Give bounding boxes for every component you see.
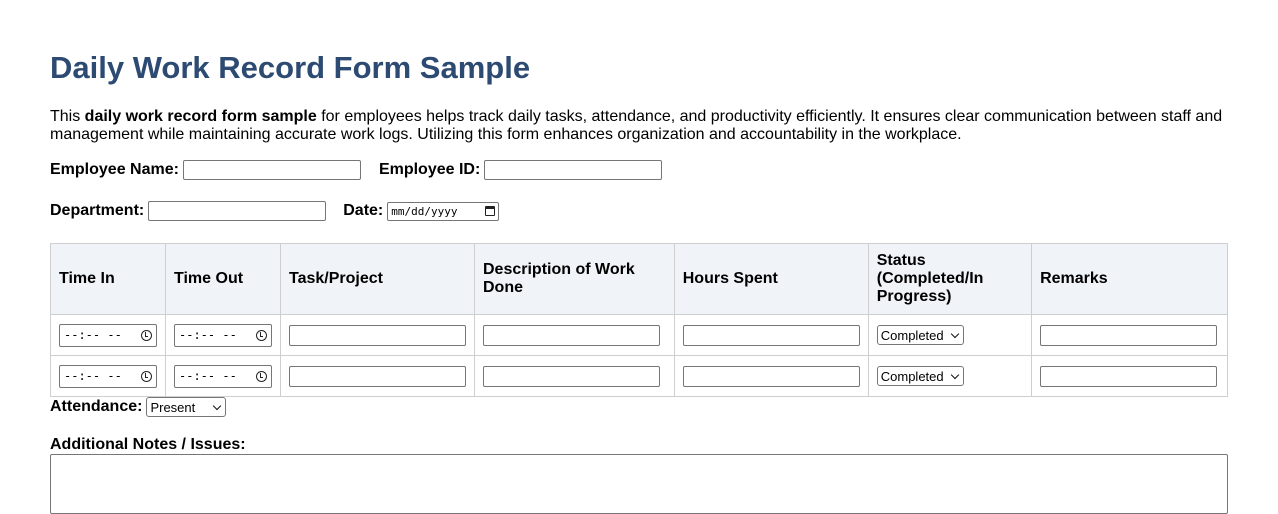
clock-icon (256, 371, 267, 382)
time-placeholder: --:-- -- (179, 369, 237, 383)
hours-spent-input[interactable] (683, 366, 860, 387)
status-value: Completed (880, 327, 944, 343)
header-time-out: Time Out (166, 244, 281, 315)
intro-prefix: This (50, 108, 85, 125)
header-hours-spent: Hours Spent (674, 244, 868, 315)
header-time-in: Time In (51, 244, 166, 315)
employee-row (50, 160, 662, 180)
intro-bold: daily work record form sample (84, 108, 317, 125)
notes-label: Additional Notes / Issues: (50, 436, 246, 453)
header-task-project: Task/Project (281, 244, 475, 315)
attendance-label: Attendance: (50, 398, 143, 415)
department-input[interactable] (148, 201, 326, 221)
time-in-input[interactable] (59, 365, 157, 388)
calendar-icon[interactable] (485, 206, 495, 216)
time-in-input[interactable] (59, 324, 157, 347)
header-description: Description of Work Done (475, 244, 675, 315)
employee-name-label: Employee Name: (50, 161, 179, 178)
attendance-value: Present (150, 399, 196, 415)
employee-id-input[interactable] (484, 160, 662, 180)
intro-paragraph (50, 108, 1230, 144)
department-row (50, 201, 499, 221)
time-out-input[interactable] (174, 365, 272, 388)
clock-icon (141, 330, 152, 341)
page-title: Daily Work Record Form Sample (50, 50, 531, 85)
hours-spent-input[interactable] (683, 325, 860, 346)
date-placeholder: mm/dd/yyyy (391, 204, 458, 218)
time-placeholder: --:-- -- (64, 369, 122, 383)
attendance-row (50, 397, 226, 417)
remarks-input[interactable] (1040, 366, 1217, 387)
description-input[interactable] (483, 366, 660, 387)
date-label: Date: (343, 202, 384, 219)
description-input[interactable] (483, 325, 660, 346)
status-select[interactable] (877, 366, 964, 386)
notes-textarea[interactable] (50, 454, 1228, 514)
status-value: Completed (880, 368, 944, 384)
time-out-input[interactable] (174, 324, 272, 347)
task-project-input[interactable] (289, 325, 466, 346)
chevron-down-icon (950, 370, 958, 378)
work-log-table (50, 243, 1228, 397)
employee-name-input[interactable] (183, 160, 361, 180)
attendance-select[interactable] (146, 397, 226, 417)
date-input[interactable] (387, 202, 499, 221)
clock-icon (141, 371, 152, 382)
department-label: Department: (50, 202, 145, 219)
header-remarks: Remarks (1032, 244, 1228, 315)
table-header-row (51, 244, 1228, 315)
intro-rest: for employees helps track daily tasks, attendance, and productivity efficiently. It ensures clear communication between staff and management while maintaining accurate work logs. Utilizing this form enhances organization and accountability in the workplace. (50, 108, 1223, 143)
time-placeholder: --:-- -- (179, 328, 237, 342)
table-row (51, 356, 1228, 397)
table-row (51, 315, 1228, 356)
chevron-down-icon (950, 329, 958, 337)
header-status: Status (Completed/In Progress) (868, 244, 1031, 315)
employee-id-label: Employee ID: (378, 161, 481, 178)
chevron-down-icon (213, 401, 221, 409)
clock-icon (256, 330, 267, 341)
remarks-input[interactable] (1040, 325, 1217, 346)
task-project-input[interactable] (289, 366, 466, 387)
status-select[interactable] (877, 325, 964, 345)
time-placeholder: --:-- -- (64, 328, 122, 342)
